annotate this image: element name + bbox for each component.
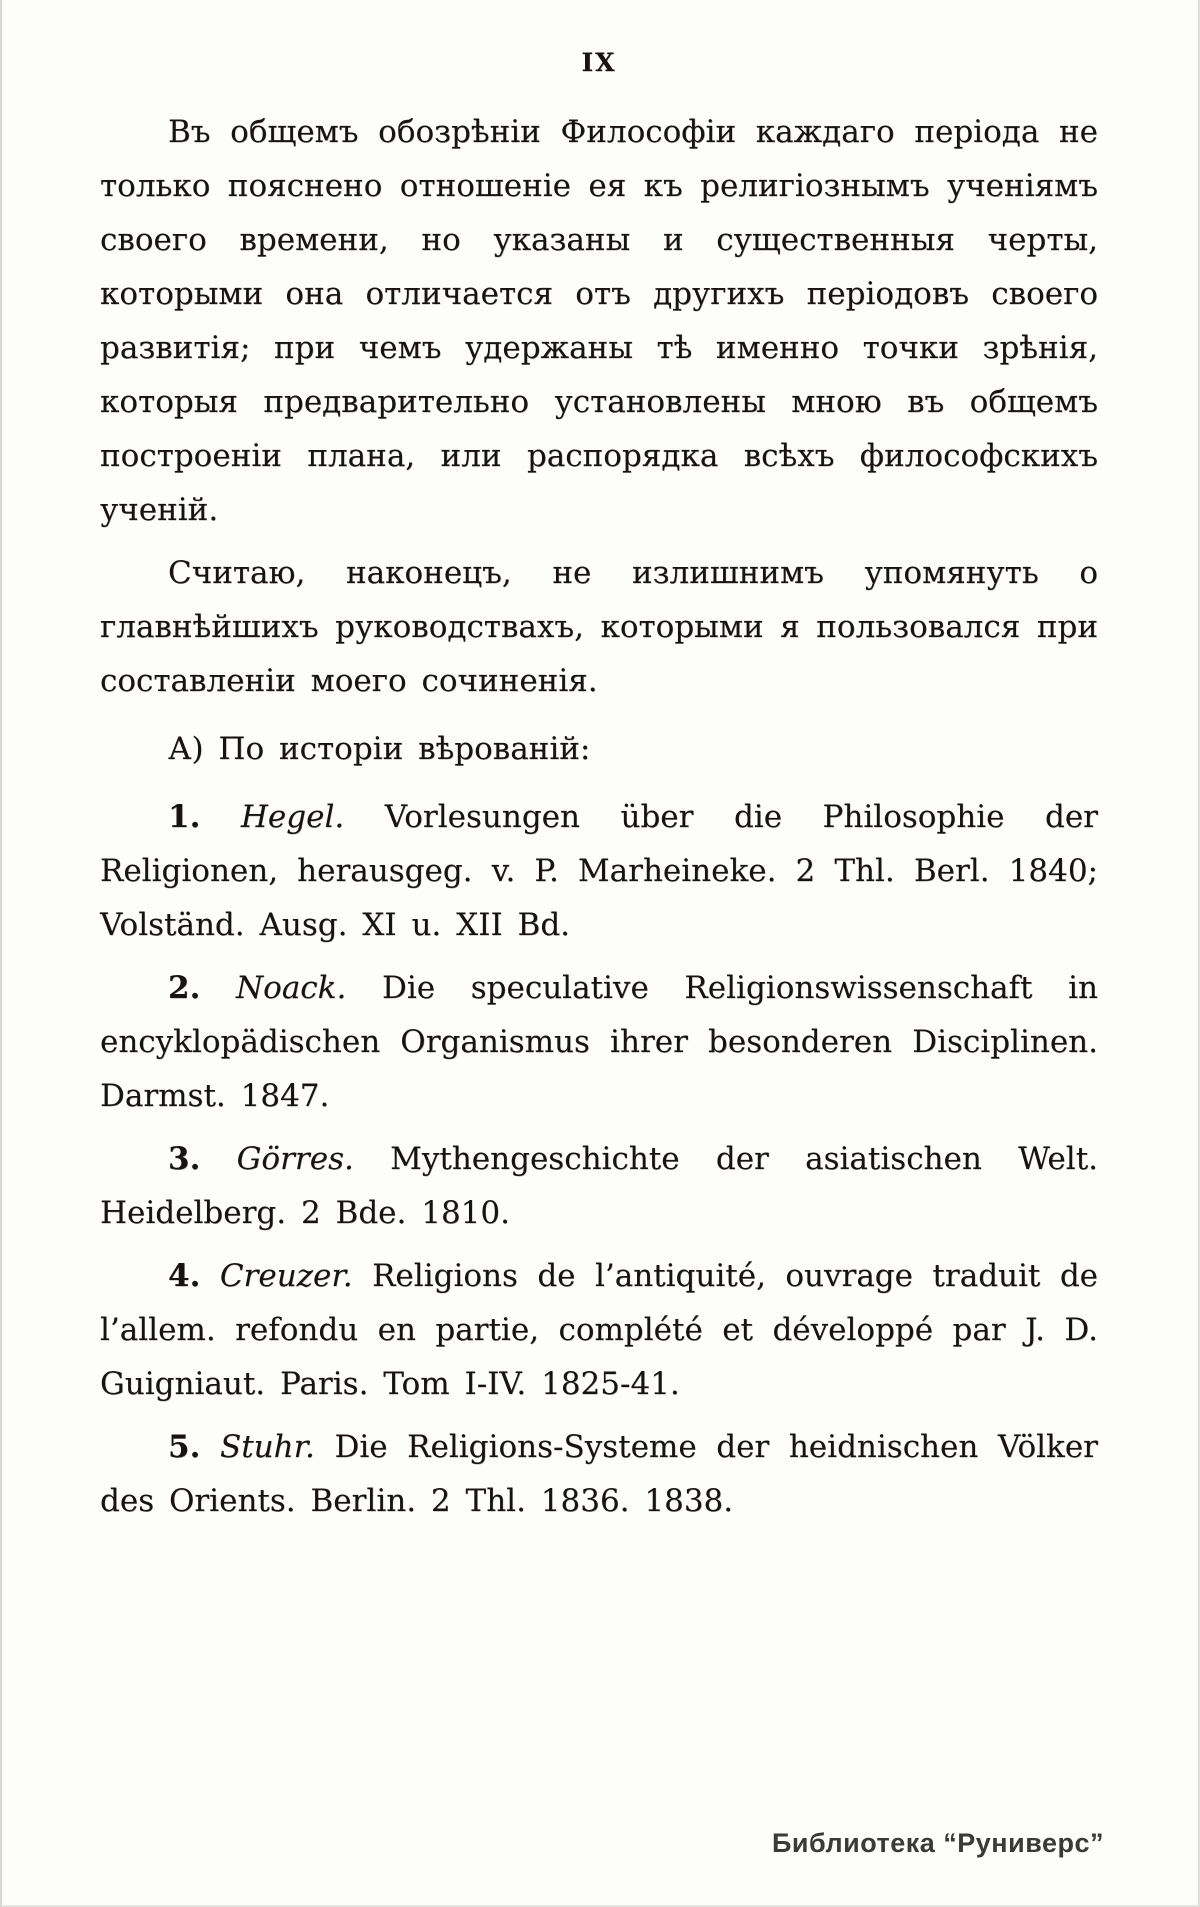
item-text: Die Religions-Systeme der heidnischen Völker des Orients. Berlin. 2 Thl. 1836. 1838.: [100, 1429, 1098, 1519]
item-number: 3.: [168, 1141, 201, 1177]
item-number: 1.: [168, 799, 201, 835]
item-text: Religions de l’antiquité, ouvrage traduit de l’allem. refondu en partie, complété et développé par J. D. Guigniaut. Paris. Tom I-IV. 1825-41.: [100, 1258, 1099, 1402]
item-text: Mythengeschichte der asiatischen Welt. Heidelberg. 2 Bde. 1810.: [100, 1141, 1099, 1231]
bibliography-item: [100, 1249, 1098, 1411]
bibliography-item: [100, 1132, 1098, 1240]
bibliography-item: [100, 961, 1098, 1123]
section-heading: А) По исторіи вѣрованій:: [168, 731, 591, 767]
item-number: 5.: [168, 1429, 201, 1465]
item-author: Görres.: [236, 1141, 354, 1177]
body-paragraph: Въ общемъ обозрѣніи Философіи каждаго періода не только пояснено отношеніе ея къ религіознымъ ученіямъ своего времени, но указаны и существенныя черты, которыми она отличается отъ другихъ періодовъ своего развитія; при чемъ удержаны тѣ именно точки зрѣнія, которыя предварительно установлены мною въ общемъ построеніи плана, или распорядка всѣхъ философскихъ ученій.: [100, 114, 1098, 528]
library-watermark: Библиотека “Руниверс”: [771, 1828, 1104, 1858]
item-author: Noack.: [236, 970, 347, 1006]
bibliography-item: [100, 1420, 1098, 1528]
item-number: 4.: [168, 1258, 201, 1294]
item-text: Vorlesungen über die Philosophie der Religionen, herausgeg. v. P. Marheineke. 2 Thl. Berl. 1840; Volständ. Ausg. XI u. XII Bd.: [100, 799, 1099, 943]
page-number: IX: [581, 48, 617, 77]
item-number: 2.: [168, 970, 201, 1006]
item-author: Hegel.: [240, 799, 345, 835]
bibliography-item: [100, 790, 1098, 952]
item-author: Stuhr.: [219, 1429, 315, 1465]
item-author: Creuzer.: [219, 1258, 353, 1294]
body-paragraph: Считаю, наконецъ, не излишнимъ упомянуть о главнѣйшихъ руководствахъ, которыми я пользовался при составленіи моего сочиненія.: [100, 555, 1098, 699]
item-text: Die speculative Religionswissenschaft in encyklopädischen Organismus ihrer besonderen Disciplinen. Darmst. 1847.: [100, 970, 1098, 1114]
